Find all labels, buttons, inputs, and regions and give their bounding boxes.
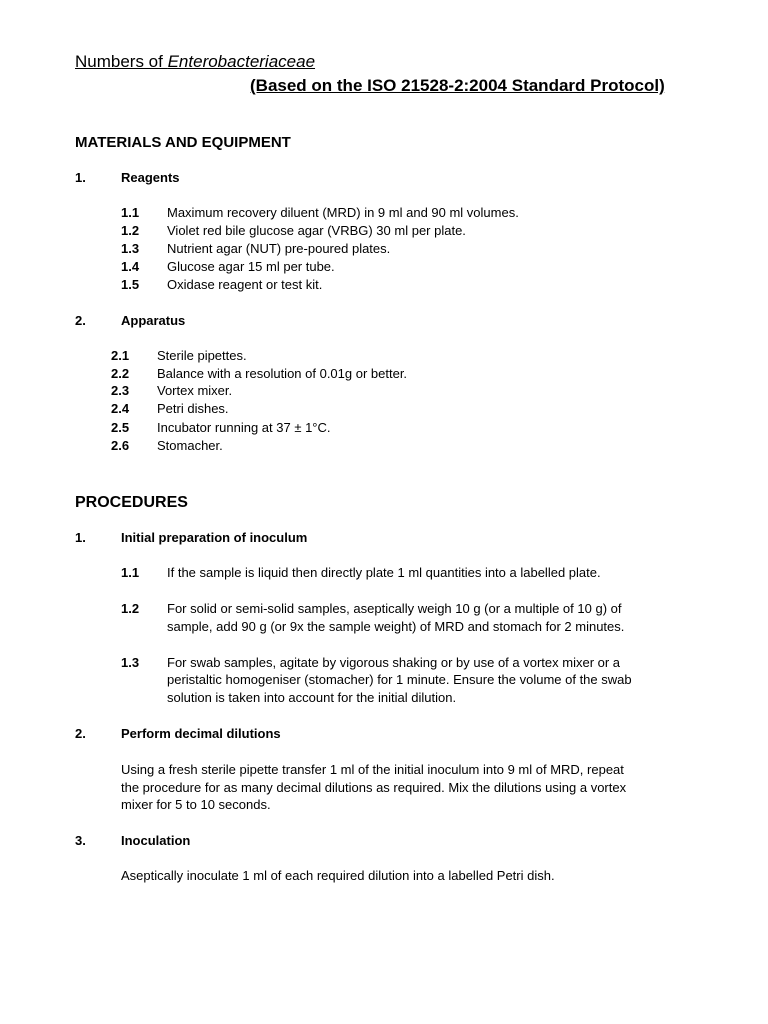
apparatus-item-text: Stomacher.: [157, 438, 223, 453]
reagents-number: 1.: [75, 170, 86, 185]
step1-title: Initial preparation of inoculum: [121, 530, 308, 545]
step1-item-number: 1.1: [121, 565, 140, 580]
step1-item-line: If the sample is liquid then directly plate 1 ml quantities into a labelled plate.: [167, 565, 601, 580]
apparatus-item-number: 2.5: [111, 420, 130, 435]
step1-item-line: sample, add 90 g (or 9x the sample weight) of MRD and stomach for 2 minutes.: [167, 619, 625, 634]
reagent-number: 1.5: [121, 277, 140, 292]
step1-item-number: 1.2: [121, 601, 140, 616]
title-prefix: Numbers of: [75, 52, 168, 71]
reagent-number: 1.3: [121, 241, 140, 256]
apparatus-item-text: Vortex mixer.: [157, 383, 233, 398]
apparatus-item-text: Sterile pipettes.: [157, 348, 247, 363]
title-organism: Enterobacteriaceae: [167, 52, 316, 71]
reagents-title: Reagents: [121, 170, 180, 185]
step3-number: 3.: [75, 833, 86, 848]
reagent-text: Nutrient agar (NUT) pre-poured plates.: [167, 241, 391, 256]
apparatus-item-number: 2.3: [111, 383, 130, 398]
step1-item-line: peristaltic homogeniser (stomacher) for 1 minute. Ensure the volume of the swab: [167, 672, 632, 687]
page-subtitle: (Based on the ISO 21528-2:2004 Standard Protocol): [250, 76, 665, 95]
step2-title: Perform decimal dilutions: [121, 726, 281, 741]
step2-line: Using a fresh sterile pipette transfer 1 ml of the initial inoculum into 9 ml of MRD, repeat: [121, 762, 624, 777]
step1-item-number: 1.3: [121, 655, 140, 670]
step1-item-line: For swab samples, agitate by vigorous shaking or by use of a vortex mixer or a: [167, 655, 621, 670]
page-title: [75, 52, 315, 72]
reagent-number: 1.4: [121, 259, 140, 274]
reagent-number: 1.1: [121, 205, 140, 220]
step2-line: the procedure for as many decimal dilutions as required. Mix the dilutions using a vortex: [121, 780, 627, 795]
procedures-heading: PROCEDURES: [75, 494, 188, 511]
reagent-text: Oxidase reagent or test kit.: [167, 277, 323, 292]
step1-item-line: For solid or semi-solid samples, aseptically weigh 10 g (or a multiple of 10 g) of: [167, 601, 622, 616]
step3-text: Aseptically inoculate 1 ml of each required dilution into a labelled Petri dish.: [121, 868, 555, 883]
materials-heading: MATERIALS AND EQUIPMENT: [75, 134, 291, 151]
apparatus-item-number: 2.1: [111, 348, 130, 363]
reagent-text: Violet red bile glucose agar (VRBG) 30 ml per plate.: [167, 223, 466, 238]
step1-item-line: solution is taken into account for the initial dilution.: [167, 690, 457, 705]
reagent-number: 1.2: [121, 223, 140, 238]
apparatus-item-number: 2.6: [111, 438, 130, 453]
apparatus-item-number: 2.2: [111, 366, 130, 381]
step2-line: mixer for 5 to 10 seconds.: [121, 797, 271, 812]
apparatus-item-text: Incubator running at 37 ± 1°C.: [157, 420, 331, 435]
apparatus-item-number: 2.4: [111, 401, 130, 416]
apparatus-number: 2.: [75, 313, 86, 328]
reagent-text: Maximum recovery diluent (MRD) in 9 ml and 90 ml volumes.: [167, 205, 519, 220]
step3-title: Inoculation: [121, 833, 191, 848]
reagent-text: Glucose agar 15 ml per tube.: [167, 259, 335, 274]
step2-number: 2.: [75, 726, 86, 741]
apparatus-item-text: Petri dishes.: [157, 401, 229, 416]
apparatus-item-text: Balance with a resolution of 0.01g or better.: [157, 366, 408, 381]
apparatus-title: Apparatus: [121, 313, 186, 328]
step1-number: 1.: [75, 530, 86, 545]
